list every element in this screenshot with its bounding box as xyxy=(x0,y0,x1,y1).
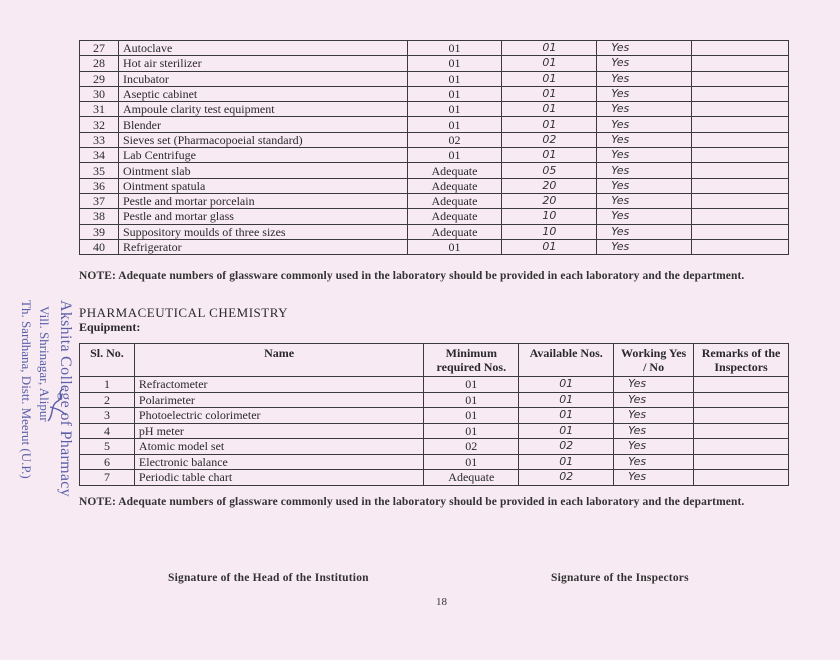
minimum-required-cell: Adequate xyxy=(407,178,502,193)
remarks-cell xyxy=(692,86,789,101)
available-nos-cell: 10 xyxy=(502,209,597,224)
available-nos-cell: 01 xyxy=(519,408,614,424)
sl-no-cell: 4 xyxy=(80,423,135,439)
remarks-cell xyxy=(692,163,789,178)
equipment-name-cell: Pestle and mortar glass xyxy=(118,209,407,224)
glassware-note: NOTE: Adequate numbers of glassware commonly used in the laboratory should be provided in each laboratory and the department. xyxy=(79,270,745,282)
available-nos-cell: 05 xyxy=(502,163,597,178)
working-status-cell: Yes xyxy=(597,56,692,71)
sl-no-cell: 34 xyxy=(80,148,119,163)
equipment-name-cell: Lab Centrifuge xyxy=(118,148,407,163)
stamp-college-name: Akshita College of Pharmacy xyxy=(57,300,74,497)
equipment-name-cell: Ampoule clarity test equipment xyxy=(118,102,407,117)
pharmaceutical-chemistry-table xyxy=(79,343,789,486)
minimum-required-cell: Adequate xyxy=(407,209,502,224)
head-signature-label: Signature of the Head of the Institution xyxy=(168,572,369,584)
sl-no-cell: 30 xyxy=(80,86,119,101)
sl-no-cell: 38 xyxy=(80,209,119,224)
minimum-required-cell: 01 xyxy=(424,377,519,393)
sl-no-cell: 3 xyxy=(80,408,135,424)
header-remarks: Remarks of the Inspectors xyxy=(694,344,789,377)
working-status-cell: Yes xyxy=(597,41,692,56)
equipment-name-cell: Autoclave xyxy=(118,41,407,56)
remarks-cell xyxy=(692,41,789,56)
working-status-cell: Yes xyxy=(614,423,694,439)
table-row xyxy=(80,86,789,101)
working-status-cell: Yes xyxy=(597,71,692,86)
section-subtitle: Equipment: xyxy=(79,320,141,334)
remarks-cell xyxy=(694,439,789,455)
remarks-cell xyxy=(692,178,789,193)
minimum-required-cell: 01 xyxy=(407,148,502,163)
minimum-required-cell: 01 xyxy=(407,117,502,132)
available-nos-cell: 01 xyxy=(502,71,597,86)
sl-no-cell: 36 xyxy=(80,178,119,193)
equipment-name-cell: pH meter xyxy=(134,423,423,439)
working-status-cell: Yes xyxy=(597,132,692,147)
header-minimum: Minimum required Nos. xyxy=(424,344,519,377)
table-row xyxy=(80,178,789,193)
minimum-required-cell: 01 xyxy=(407,102,502,117)
equipment-name-cell: Refractometer xyxy=(134,377,423,393)
available-nos-cell: 01 xyxy=(519,454,614,470)
minimum-required-cell: 02 xyxy=(407,132,502,147)
available-nos-cell: 01 xyxy=(502,148,597,163)
table-row xyxy=(80,377,789,393)
sl-no-cell: 1 xyxy=(80,377,135,393)
remarks-cell xyxy=(692,56,789,71)
sl-no-cell: 27 xyxy=(80,41,119,56)
minimum-required-cell: 02 xyxy=(424,439,519,455)
sl-no-cell: 33 xyxy=(80,132,119,147)
remarks-cell xyxy=(694,392,789,408)
working-status-cell: Yes xyxy=(597,148,692,163)
equipment-name-cell: Suppository moulds of three sizes xyxy=(118,224,407,239)
equipment-name-cell: Sieves set (Pharmacopoeial standard) xyxy=(118,132,407,147)
remarks-cell xyxy=(692,209,789,224)
table-row xyxy=(80,470,789,486)
available-nos-cell: 02 xyxy=(502,132,597,147)
working-status-cell: Yes xyxy=(597,209,692,224)
minimum-required-cell: Adequate xyxy=(407,224,502,239)
equipment-name-cell: Hot air sterilizer xyxy=(118,56,407,71)
header-sl-no: Sl. No. xyxy=(80,344,135,377)
minimum-required-cell: 01 xyxy=(407,71,502,86)
available-nos-cell: 02 xyxy=(519,470,614,486)
stamp-address-line: Vill. Shrinagar, Alipur xyxy=(37,306,52,422)
sl-no-cell: 6 xyxy=(80,454,135,470)
table-row xyxy=(80,423,789,439)
available-nos-cell: 01 xyxy=(502,117,597,132)
remarks-cell xyxy=(692,224,789,239)
stamp-address-line: Th. Sardhana, Distt. Meerut (U.P.) xyxy=(19,300,34,479)
page-number: 18 xyxy=(436,596,447,608)
equipment-name-cell: Photoelectric colorimeter xyxy=(134,408,423,424)
header-available: Available Nos. xyxy=(519,344,614,377)
available-nos-cell: 01 xyxy=(502,102,597,117)
table-row xyxy=(80,117,789,132)
available-nos-cell: 01 xyxy=(519,423,614,439)
minimum-required-cell: 01 xyxy=(407,56,502,71)
table-row xyxy=(80,392,789,408)
sl-no-cell: 5 xyxy=(80,439,135,455)
remarks-cell xyxy=(692,132,789,147)
equipment-name-cell: Ointment slab xyxy=(118,163,407,178)
remarks-cell xyxy=(692,102,789,117)
working-status-cell: Yes xyxy=(614,408,694,424)
available-nos-cell: 01 xyxy=(502,86,597,101)
sl-no-cell: 29 xyxy=(80,71,119,86)
table-row xyxy=(80,454,789,470)
minimum-required-cell: 01 xyxy=(407,86,502,101)
available-nos-cell: 01 xyxy=(502,56,597,71)
inspectors-signature-label: Signature of the Inspectors xyxy=(551,572,689,584)
table-row xyxy=(80,439,789,455)
available-nos-cell: 01 xyxy=(502,239,597,254)
equipment-name-cell: Refrigerator xyxy=(118,239,407,254)
sl-no-cell: 28 xyxy=(80,56,119,71)
table-row xyxy=(80,239,789,254)
remarks-cell xyxy=(694,423,789,439)
equipment-name-cell: Aseptic cabinet xyxy=(118,86,407,101)
remarks-cell xyxy=(694,377,789,393)
minimum-required-cell: Adequate xyxy=(407,163,502,178)
remarks-cell xyxy=(692,71,789,86)
glassware-note: NOTE: Adequate numbers of glassware commonly used in the laboratory should be provided in each laboratory and the department. xyxy=(79,496,745,508)
principal-signature xyxy=(44,385,70,425)
working-status-cell: Yes xyxy=(597,193,692,208)
equipment-name-cell: Incubator xyxy=(118,71,407,86)
sl-no-cell: 37 xyxy=(80,193,119,208)
working-status-cell: Yes xyxy=(597,86,692,101)
remarks-cell xyxy=(694,454,789,470)
working-status-cell: Yes xyxy=(597,224,692,239)
equipment-name-cell: Blender xyxy=(118,117,407,132)
equipment-name-cell: Pestle and mortar porcelain xyxy=(118,193,407,208)
equipment-table-continued xyxy=(79,40,789,255)
remarks-cell xyxy=(694,408,789,424)
table-row xyxy=(80,408,789,424)
sl-no-cell: 7 xyxy=(80,470,135,486)
available-nos-cell: 20 xyxy=(502,193,597,208)
remarks-cell xyxy=(692,117,789,132)
minimum-required-cell: 01 xyxy=(407,41,502,56)
minimum-required-cell: 01 xyxy=(424,423,519,439)
remarks-cell xyxy=(692,193,789,208)
minimum-required-cell: 01 xyxy=(424,392,519,408)
header-working: Working Yes / No xyxy=(614,344,694,377)
remarks-cell xyxy=(692,148,789,163)
equipment-name-cell: Polarimeter xyxy=(134,392,423,408)
table-row xyxy=(80,56,789,71)
minimum-required-cell: 01 xyxy=(424,408,519,424)
table-row xyxy=(80,41,789,56)
working-status-cell: Yes xyxy=(614,377,694,393)
sl-no-cell: 39 xyxy=(80,224,119,239)
working-status-cell: Yes xyxy=(614,470,694,486)
working-status-cell: Yes xyxy=(614,439,694,455)
table-row xyxy=(80,132,789,147)
minimum-required-cell: 01 xyxy=(407,239,502,254)
table-header-row xyxy=(80,344,789,377)
section-title: PHARMACEUTICAL CHEMISTRY xyxy=(79,305,289,320)
sl-no-cell: 40 xyxy=(80,239,119,254)
minimum-required-cell: Adequate xyxy=(407,193,502,208)
working-status-cell: Yes xyxy=(597,102,692,117)
working-status-cell: Yes xyxy=(597,178,692,193)
minimum-required-cell: Adequate xyxy=(424,470,519,486)
available-nos-cell: 01 xyxy=(519,392,614,408)
remarks-cell xyxy=(694,470,789,486)
sl-no-cell: 31 xyxy=(80,102,119,117)
available-nos-cell: 01 xyxy=(502,41,597,56)
sl-no-cell: 2 xyxy=(80,392,135,408)
working-status-cell: Yes xyxy=(597,239,692,254)
working-status-cell: Yes xyxy=(597,163,692,178)
minimum-required-cell: 01 xyxy=(424,454,519,470)
equipment-name-cell: Ointment spatula xyxy=(118,178,407,193)
available-nos-cell: 10 xyxy=(502,224,597,239)
sl-no-cell: 32 xyxy=(80,117,119,132)
available-nos-cell: 02 xyxy=(519,439,614,455)
remarks-cell xyxy=(692,239,789,254)
equipment-name-cell: Electronic balance xyxy=(134,454,423,470)
available-nos-cell: 01 xyxy=(519,377,614,393)
table-row xyxy=(80,148,789,163)
available-nos-cell: 20 xyxy=(502,178,597,193)
working-status-cell: Yes xyxy=(614,454,694,470)
equipment-name-cell: Atomic model set xyxy=(134,439,423,455)
header-name: Name xyxy=(134,344,423,377)
table-row xyxy=(80,71,789,86)
table-row xyxy=(80,209,789,224)
table-row xyxy=(80,224,789,239)
working-status-cell: Yes xyxy=(614,392,694,408)
table-row xyxy=(80,193,789,208)
table-row xyxy=(80,163,789,178)
working-status-cell: Yes xyxy=(597,117,692,132)
sl-no-cell: 35 xyxy=(80,163,119,178)
table-row xyxy=(80,102,789,117)
equipment-name-cell: Periodic table chart xyxy=(134,470,423,486)
